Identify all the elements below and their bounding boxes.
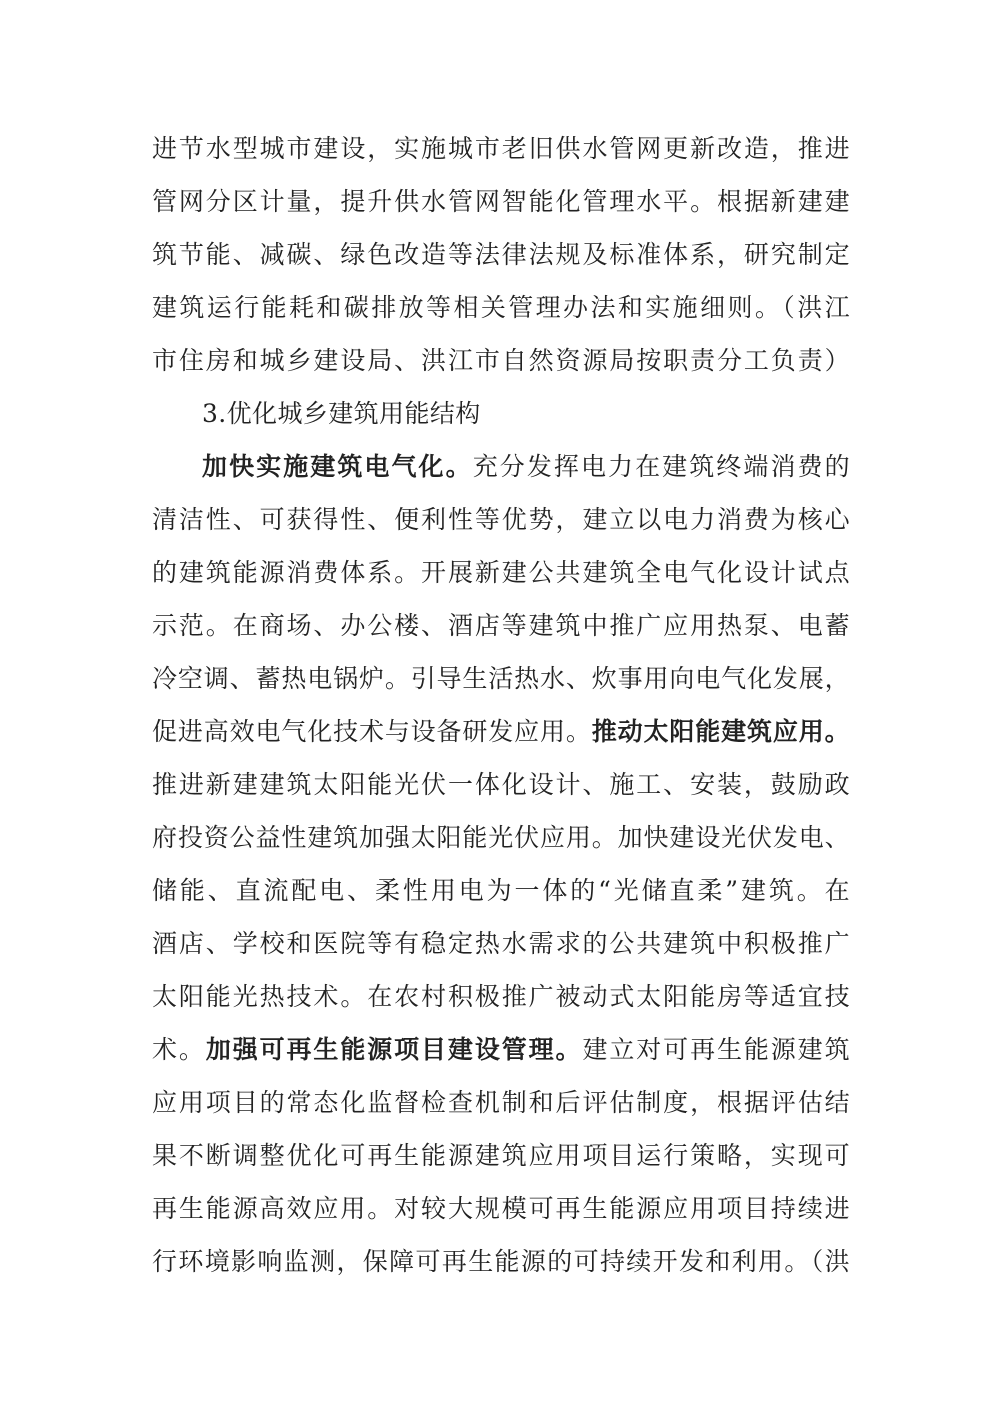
text-line xyxy=(152,1235,850,1288)
text-line xyxy=(152,599,850,652)
text-segment: 推进新建建筑太阳能光伏一体化设计、施工、安装，鼓励政 xyxy=(152,770,850,799)
text-segment: 应用项目的常态化监督检查机制和后评估制度，根据评估结 xyxy=(152,1088,850,1117)
text-segment: 示范。在商场、办公楼、酒店等建筑中推广应用热泵、电蓄 xyxy=(152,611,850,640)
text-line xyxy=(152,334,850,387)
text-segment: 再生能源高效应用。对较大规模可再生能源应用项目持续进 xyxy=(152,1194,850,1223)
bold-text-segment: 加强可再生能源项目建设管理。 xyxy=(205,1035,583,1064)
text-segment: 术。 xyxy=(152,1035,206,1064)
text-line xyxy=(152,493,850,546)
text-line xyxy=(152,387,850,440)
text-line xyxy=(152,281,850,334)
text-line xyxy=(152,1182,850,1235)
text-line xyxy=(152,1023,850,1076)
text-segment: 储能、直流配电、柔性用电为一体的“光储直柔”建筑。在 xyxy=(152,876,850,905)
text-segment: 太阳能光热技术。在农村积极推广被动式太阳能房等适宜技 xyxy=(152,982,850,1011)
text-segment: 3.优化城乡建筑用能结构 xyxy=(202,399,481,428)
text-line xyxy=(152,1129,850,1182)
text-line xyxy=(152,917,850,970)
text-segment: 促进高效电气化技术与设备研发应用。 xyxy=(152,717,592,746)
text-segment: 筑节能、减碳、绿色改造等法律法规及标准体系，研究制定 xyxy=(152,240,850,269)
text-line xyxy=(152,440,850,493)
text-segment: 果不断调整优化可再生能源建筑应用项目运行策略，实现可 xyxy=(152,1141,850,1170)
text-segment: 行环境影响监测，保障可再生能源的可持续开发和利用。（洪 xyxy=(152,1247,850,1276)
text-line xyxy=(152,705,850,758)
text-segment: 府投资公益性建筑加强太阳能光伏应用。加快建设光伏发电、 xyxy=(152,823,850,852)
text-segment: 冷空调、蓄热电锅炉。引导生活热水、炊事用向电气化发展， xyxy=(152,664,850,693)
text-segment: 清洁性、可获得性、便利性等优势，建立以电力消费为核心 xyxy=(152,505,850,534)
text-line xyxy=(152,811,850,864)
bold-text-segment: 加快实施建筑电气化。 xyxy=(202,452,473,481)
text-segment: 进节水型城市建设，实施城市老旧供水管网更新改造，推进 xyxy=(152,134,850,163)
bold-text-segment: 推动太阳能建筑应用。 xyxy=(591,717,850,746)
body-text xyxy=(152,122,850,1288)
text-segment: 建筑运行能耗和碳排放等相关管理办法和实施细则。（洪江 xyxy=(152,293,850,322)
text-segment: 的建筑能源消费体系。开展新建公共建筑全电气化设计试点 xyxy=(152,558,850,587)
text-segment: 管网分区计量，提升供水管网智能化管理水平。根据新建建 xyxy=(152,187,850,216)
text-segment: 充分发挥电力在建筑终端消费的 xyxy=(472,452,850,481)
text-segment: 建立对可再生能源建筑 xyxy=(582,1035,850,1064)
text-segment: 市住房和城乡建设局、洪江市自然资源局按职责分工负责） xyxy=(152,346,850,375)
text-line xyxy=(152,175,850,228)
text-line xyxy=(152,228,850,281)
text-line xyxy=(152,546,850,599)
text-line xyxy=(152,758,850,811)
text-line xyxy=(152,1076,850,1129)
text-line xyxy=(152,122,850,175)
text-segment: 酒店、学校和医院等有稳定热水需求的公共建筑中积极推广 xyxy=(152,929,850,958)
text-line xyxy=(152,652,850,705)
text-line xyxy=(152,864,850,917)
text-line xyxy=(152,970,850,1023)
